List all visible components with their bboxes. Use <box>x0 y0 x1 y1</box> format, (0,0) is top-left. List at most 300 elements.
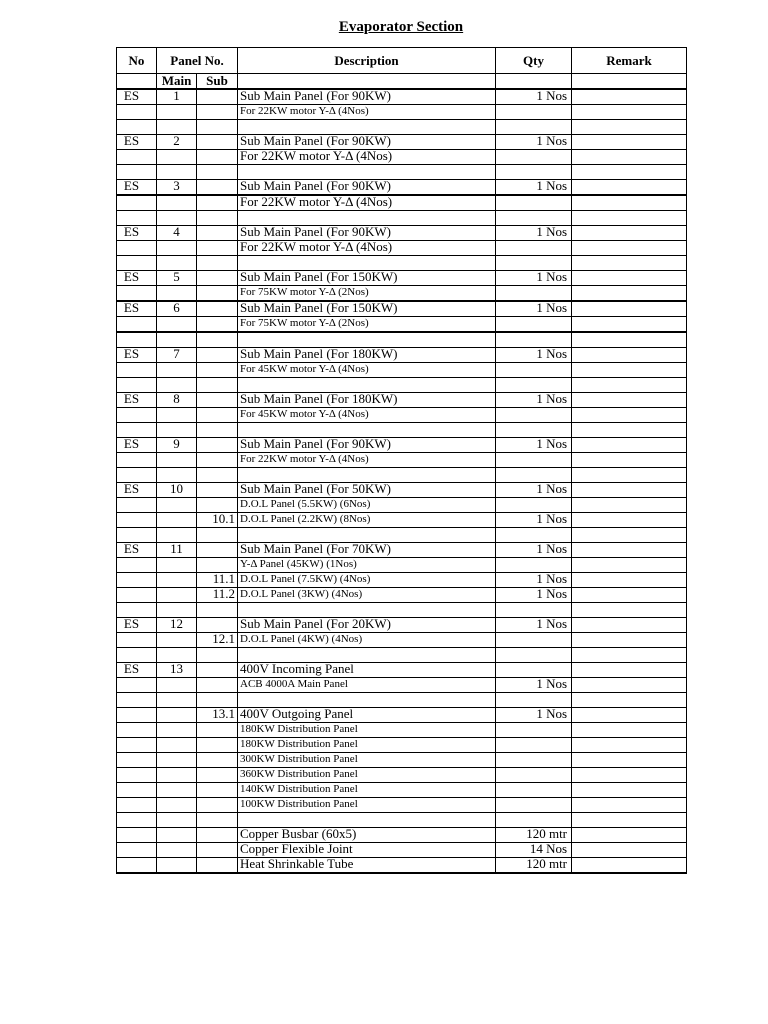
row-remark <box>572 150 687 165</box>
row-sub-panel: 11.1 <box>197 573 238 588</box>
row-sub-panel <box>197 165 238 180</box>
row-remark <box>572 813 687 828</box>
row-sub-panel <box>197 256 238 271</box>
row-no <box>117 813 157 828</box>
row-sub-panel <box>197 858 238 874</box>
row-description: For 75KW motor Y-Δ (2Nos) <box>238 317 496 333</box>
row-qty <box>496 453 572 468</box>
table-row <box>117 843 687 858</box>
table-row <box>117 105 687 120</box>
header-no: No <box>117 48 157 74</box>
row-qty <box>496 195 572 211</box>
row-sub-panel <box>197 226 238 241</box>
row-remark <box>572 738 687 753</box>
row-description <box>238 120 496 135</box>
row-main-panel <box>157 603 197 618</box>
row-description: D.O.L Panel (2.2KW) (8Nos) <box>238 513 496 528</box>
row-no <box>117 783 157 798</box>
row-main-panel <box>157 363 197 378</box>
row-description <box>238 256 496 271</box>
row-qty <box>496 120 572 135</box>
row-sub-panel <box>197 150 238 165</box>
row-sub-panel <box>197 348 238 363</box>
row-qty <box>496 603 572 618</box>
row-remark <box>572 348 687 363</box>
table-row <box>117 195 687 211</box>
row-sub-panel <box>197 618 238 633</box>
row-sub-panel <box>197 828 238 843</box>
row-remark <box>572 408 687 423</box>
table-row <box>117 693 687 708</box>
row-remark <box>572 332 687 348</box>
row-remark <box>572 226 687 241</box>
row-no <box>117 843 157 858</box>
row-qty: 1 Nos <box>496 618 572 633</box>
row-main-panel <box>157 843 197 858</box>
row-description <box>238 813 496 828</box>
row-main-panel: 13 <box>157 663 197 678</box>
table-row <box>117 438 687 453</box>
row-no <box>117 648 157 663</box>
row-sub-panel <box>197 483 238 498</box>
row-qty: 1 Nos <box>496 135 572 150</box>
table-row <box>117 723 687 738</box>
row-description <box>238 693 496 708</box>
row-main-panel <box>157 528 197 543</box>
row-sub-panel <box>197 393 238 408</box>
row-no <box>117 858 157 874</box>
row-qty <box>496 286 572 302</box>
row-description: D.O.L Panel (5.5KW) (6Nos) <box>238 498 496 513</box>
table-row <box>117 271 687 286</box>
table-row <box>117 543 687 558</box>
row-qty <box>496 378 572 393</box>
row-sub-panel: 13.1 <box>197 708 238 723</box>
table-row <box>117 513 687 528</box>
row-sub-panel <box>197 195 238 211</box>
row-sub-panel <box>197 798 238 813</box>
row-sub-panel <box>197 120 238 135</box>
table-row <box>117 150 687 165</box>
table-row <box>117 226 687 241</box>
table-body <box>117 89 687 873</box>
row-remark <box>572 543 687 558</box>
row-description: Sub Main Panel (For 90KW) <box>238 89 496 105</box>
table-row <box>117 618 687 633</box>
row-qty: 120 mtr <box>496 858 572 874</box>
row-remark <box>572 858 687 874</box>
row-qty <box>496 768 572 783</box>
row-main-panel <box>157 165 197 180</box>
row-remark <box>572 708 687 723</box>
table-row <box>117 301 687 317</box>
table-row <box>117 89 687 105</box>
subheader-blank <box>117 74 157 90</box>
table-row <box>117 498 687 513</box>
row-no: ES <box>117 438 157 453</box>
row-qty <box>496 498 572 513</box>
row-no: ES <box>117 618 157 633</box>
row-remark <box>572 165 687 180</box>
row-remark <box>572 498 687 513</box>
row-remark <box>572 317 687 333</box>
row-no <box>117 286 157 302</box>
row-qty: 1 Nos <box>496 393 572 408</box>
row-qty <box>496 211 572 226</box>
row-remark <box>572 678 687 693</box>
row-main-panel: 6 <box>157 301 197 317</box>
row-no <box>117 317 157 333</box>
row-qty <box>496 363 572 378</box>
row-qty <box>496 648 572 663</box>
row-description: Sub Main Panel (For 90KW) <box>238 180 496 196</box>
table-row <box>117 423 687 438</box>
row-description: Y-Δ Panel (45KW) (1Nos) <box>238 558 496 573</box>
table-row <box>117 738 687 753</box>
row-main-panel <box>157 286 197 302</box>
row-sub-panel <box>197 498 238 513</box>
row-sub-panel <box>197 558 238 573</box>
row-no <box>117 211 157 226</box>
row-main-panel <box>157 693 197 708</box>
row-sub-panel: 10.1 <box>197 513 238 528</box>
row-sub-panel <box>197 363 238 378</box>
row-description: For 22KW motor Y-Δ (4Nos) <box>238 150 496 165</box>
row-no <box>117 738 157 753</box>
row-sub-panel <box>197 648 238 663</box>
row-no <box>117 708 157 723</box>
row-main-panel <box>157 120 197 135</box>
row-main-panel: 12 <box>157 618 197 633</box>
subheader-row <box>117 74 687 90</box>
row-description: Heat Shrinkable Tube <box>238 858 496 874</box>
row-description: For 22KW motor Y-Δ (4Nos) <box>238 241 496 256</box>
row-sub-panel <box>197 738 238 753</box>
table-row <box>117 678 687 693</box>
row-main-panel <box>157 150 197 165</box>
row-main-panel <box>157 798 197 813</box>
row-no <box>117 678 157 693</box>
row-description: Sub Main Panel (For 150KW) <box>238 301 496 317</box>
row-no <box>117 528 157 543</box>
row-sub-panel <box>197 332 238 348</box>
row-no <box>117 498 157 513</box>
row-qty: 120 mtr <box>496 828 572 843</box>
row-qty <box>496 528 572 543</box>
row-no <box>117 603 157 618</box>
row-remark <box>572 693 687 708</box>
table-row <box>117 828 687 843</box>
row-main-panel <box>157 558 197 573</box>
row-qty <box>496 150 572 165</box>
table-row <box>117 165 687 180</box>
table-row <box>117 348 687 363</box>
row-description: For 22KW motor Y-Δ (4Nos) <box>238 453 496 468</box>
row-qty: 1 Nos <box>496 543 572 558</box>
row-qty <box>496 558 572 573</box>
row-description: For 45KW motor Y-Δ (4Nos) <box>238 408 496 423</box>
row-main-panel <box>157 468 197 483</box>
row-qty <box>496 105 572 120</box>
row-main-panel <box>157 332 197 348</box>
table-row <box>117 120 687 135</box>
row-remark <box>572 633 687 648</box>
row-description: ACB 4000A Main Panel <box>238 678 496 693</box>
row-main-panel: 1 <box>157 89 197 105</box>
row-remark <box>572 588 687 603</box>
table-row <box>117 256 687 271</box>
row-main-panel <box>157 423 197 438</box>
row-no: ES <box>117 543 157 558</box>
row-qty <box>496 783 572 798</box>
row-sub-panel: 11.2 <box>197 588 238 603</box>
row-sub-panel <box>197 135 238 150</box>
table-row <box>117 558 687 573</box>
row-qty <box>496 317 572 333</box>
row-sub-panel <box>197 180 238 196</box>
row-description: 100KW Distribution Panel <box>238 798 496 813</box>
row-description <box>238 332 496 348</box>
row-description: Copper Flexible Joint <box>238 843 496 858</box>
row-qty: 1 Nos <box>496 513 572 528</box>
row-qty <box>496 633 572 648</box>
row-description: D.O.L Panel (4KW) (4Nos) <box>238 633 496 648</box>
row-no <box>117 768 157 783</box>
row-remark <box>572 468 687 483</box>
header-panel-no: Panel No. <box>157 48 238 74</box>
row-main-panel <box>157 513 197 528</box>
row-remark <box>572 768 687 783</box>
row-qty <box>496 241 572 256</box>
row-no: ES <box>117 301 157 317</box>
row-description <box>238 165 496 180</box>
row-qty: 1 Nos <box>496 226 572 241</box>
row-main-panel: 5 <box>157 271 197 286</box>
row-no <box>117 588 157 603</box>
row-description: 180KW Distribution Panel <box>238 738 496 753</box>
row-description: Sub Main Panel (For 150KW) <box>238 271 496 286</box>
row-no <box>117 513 157 528</box>
table-row <box>117 588 687 603</box>
row-description: Copper Busbar (60x5) <box>238 828 496 843</box>
row-sub-panel <box>197 768 238 783</box>
header-remark: Remark <box>572 48 687 74</box>
row-qty <box>496 165 572 180</box>
row-main-panel: 11 <box>157 543 197 558</box>
row-qty: 1 Nos <box>496 89 572 105</box>
row-main-panel <box>157 783 197 798</box>
row-no <box>117 423 157 438</box>
evaporator-section-table <box>116 47 687 874</box>
row-sub-panel <box>197 271 238 286</box>
row-main-panel <box>157 498 197 513</box>
header-description: Description <box>238 48 496 74</box>
row-no <box>117 165 157 180</box>
row-qty: 1 Nos <box>496 708 572 723</box>
row-no: ES <box>117 393 157 408</box>
row-sub-panel <box>197 438 238 453</box>
row-description: 300KW Distribution Panel <box>238 753 496 768</box>
row-description: 140KW Distribution Panel <box>238 783 496 798</box>
row-qty <box>496 798 572 813</box>
table-row <box>117 858 687 874</box>
table-row <box>117 753 687 768</box>
row-remark <box>572 393 687 408</box>
row-qty: 1 Nos <box>496 180 572 196</box>
table-row <box>117 603 687 618</box>
row-qty <box>496 256 572 271</box>
row-remark <box>572 513 687 528</box>
row-remark <box>572 423 687 438</box>
row-no <box>117 558 157 573</box>
row-description: Sub Main Panel (For 180KW) <box>238 393 496 408</box>
row-no: ES <box>117 180 157 196</box>
row-remark <box>572 89 687 105</box>
row-remark <box>572 573 687 588</box>
row-no <box>117 633 157 648</box>
row-sub-panel <box>197 813 238 828</box>
row-sub-panel <box>197 453 238 468</box>
row-description: Sub Main Panel (For 90KW) <box>238 226 496 241</box>
row-no <box>117 241 157 256</box>
row-main-panel <box>157 378 197 393</box>
row-sub-panel <box>197 783 238 798</box>
row-no <box>117 798 157 813</box>
row-remark <box>572 120 687 135</box>
row-no <box>117 150 157 165</box>
table-row <box>117 663 687 678</box>
row-qty: 1 Nos <box>496 438 572 453</box>
row-remark <box>572 195 687 211</box>
row-remark <box>572 663 687 678</box>
row-sub-panel <box>197 678 238 693</box>
table-row <box>117 708 687 723</box>
row-description <box>238 423 496 438</box>
row-qty <box>496 408 572 423</box>
row-no: ES <box>117 226 157 241</box>
row-no: ES <box>117 663 157 678</box>
table-row <box>117 408 687 423</box>
table-row <box>117 648 687 663</box>
row-qty <box>496 468 572 483</box>
row-remark <box>572 558 687 573</box>
row-remark <box>572 301 687 317</box>
row-qty: 1 Nos <box>496 348 572 363</box>
table-row <box>117 378 687 393</box>
row-no <box>117 332 157 348</box>
row-main-panel <box>157 588 197 603</box>
row-description <box>238 468 496 483</box>
row-no <box>117 828 157 843</box>
row-description <box>238 528 496 543</box>
row-sub-panel <box>197 603 238 618</box>
row-remark <box>572 603 687 618</box>
row-main-panel <box>157 648 197 663</box>
row-description <box>238 378 496 393</box>
row-description: 400V Outgoing Panel <box>238 708 496 723</box>
row-description: 360KW Distribution Panel <box>238 768 496 783</box>
row-no <box>117 105 157 120</box>
row-qty: 1 Nos <box>496 573 572 588</box>
row-main-panel <box>157 317 197 333</box>
table-row <box>117 573 687 588</box>
row-remark <box>572 256 687 271</box>
row-remark <box>572 483 687 498</box>
row-remark <box>572 271 687 286</box>
row-no <box>117 723 157 738</box>
row-remark <box>572 286 687 302</box>
row-main-panel: 9 <box>157 438 197 453</box>
row-remark <box>572 828 687 843</box>
row-main-panel <box>157 241 197 256</box>
row-main-panel: 2 <box>157 135 197 150</box>
row-no <box>117 693 157 708</box>
table-row <box>117 286 687 302</box>
row-sub-panel: 12.1 <box>197 633 238 648</box>
row-qty: 14 Nos <box>496 843 572 858</box>
row-remark <box>572 723 687 738</box>
row-main-panel <box>157 708 197 723</box>
row-no: ES <box>117 135 157 150</box>
row-main-panel <box>157 211 197 226</box>
row-main-panel <box>157 453 197 468</box>
row-main-panel <box>157 573 197 588</box>
row-description <box>238 211 496 226</box>
row-sub-panel <box>197 301 238 317</box>
row-sub-panel <box>197 378 238 393</box>
row-description: Sub Main Panel (For 90KW) <box>238 438 496 453</box>
row-description: Sub Main Panel (For 50KW) <box>238 483 496 498</box>
table-row <box>117 135 687 150</box>
row-remark <box>572 211 687 226</box>
row-qty <box>496 693 572 708</box>
row-qty <box>496 723 572 738</box>
row-sub-panel <box>197 408 238 423</box>
row-sub-panel <box>197 543 238 558</box>
row-no: ES <box>117 89 157 105</box>
document-title: Evaporator Section <box>338 19 464 35</box>
row-description: For 22KW motor Y-Δ (4Nos) <box>238 105 496 120</box>
row-description: 400V Incoming Panel <box>238 663 496 678</box>
row-main-panel: 10 <box>157 483 197 498</box>
row-remark <box>572 648 687 663</box>
row-no: ES <box>117 348 157 363</box>
row-remark <box>572 783 687 798</box>
row-no <box>117 378 157 393</box>
row-remark <box>572 378 687 393</box>
row-description: Sub Main Panel (For 70KW) <box>238 543 496 558</box>
row-remark <box>572 618 687 633</box>
row-qty: 1 Nos <box>496 271 572 286</box>
table-row <box>117 468 687 483</box>
row-sub-panel <box>197 286 238 302</box>
row-description: 180KW Distribution Panel <box>238 723 496 738</box>
row-main-panel <box>157 858 197 874</box>
row-main-panel <box>157 633 197 648</box>
table-row <box>117 783 687 798</box>
row-remark <box>572 453 687 468</box>
table-row <box>117 332 687 348</box>
row-no <box>117 573 157 588</box>
row-description: Sub Main Panel (For 90KW) <box>238 135 496 150</box>
row-main-panel <box>157 408 197 423</box>
table-row <box>117 813 687 828</box>
row-sub-panel <box>197 663 238 678</box>
row-remark <box>572 241 687 256</box>
row-main-panel <box>157 105 197 120</box>
table-row <box>117 768 687 783</box>
row-sub-panel <box>197 317 238 333</box>
